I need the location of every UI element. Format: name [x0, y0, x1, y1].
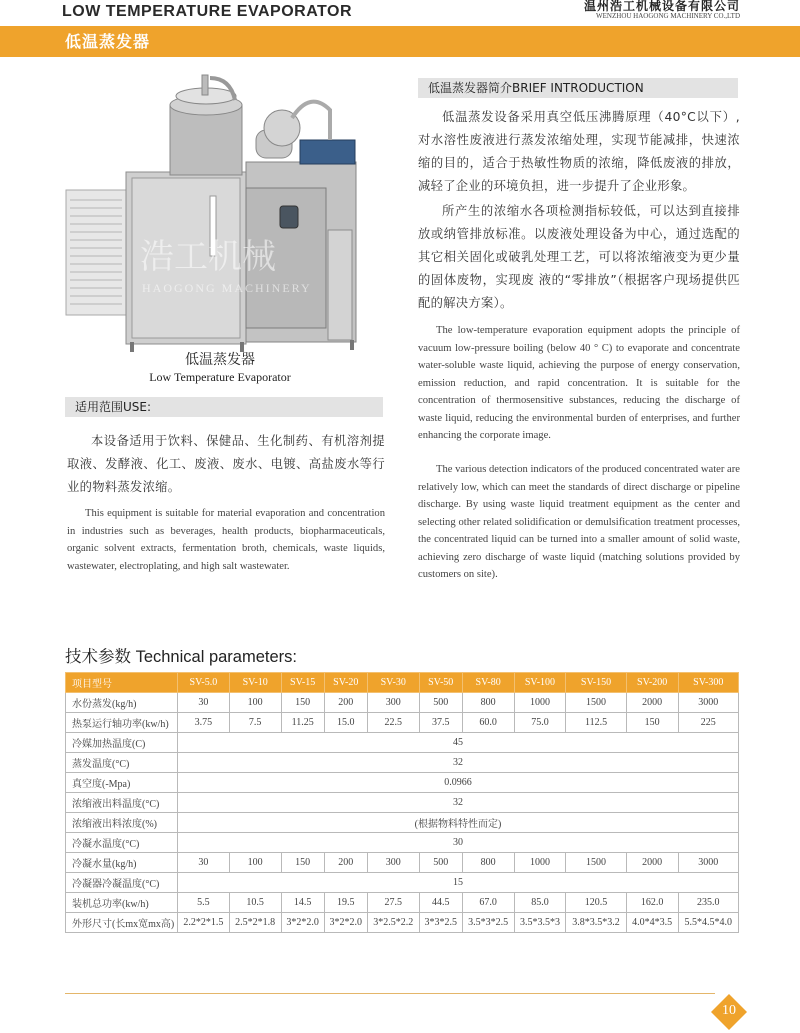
- table-header-model: SV-150: [566, 673, 626, 693]
- table-cell: 500: [419, 693, 462, 713]
- table-cell: 1500: [566, 693, 626, 713]
- watermark-en: HAOGONG MACHINERY: [142, 281, 312, 295]
- page-header: [0, 0, 800, 26]
- table-cell: 500: [419, 853, 462, 873]
- table-cell: 162.0: [626, 893, 678, 913]
- table-row: [66, 793, 739, 813]
- page-number: 10: [722, 1003, 736, 1018]
- watermark-cn: 浩工机械: [140, 237, 276, 277]
- table-cell: 1000: [514, 853, 566, 873]
- table-cell: 7.5: [229, 713, 281, 733]
- table-cell: 11.25: [281, 713, 324, 733]
- table-cell: 85.0: [514, 893, 566, 913]
- product-caption-en: Low Temperature Evaporator: [149, 370, 291, 384]
- table-cell: 1000: [514, 693, 566, 713]
- company-name-en: WENZHOU HAOGONG MACHINERY CO.,LTD: [596, 12, 740, 20]
- table-cell: 44.5: [419, 893, 462, 913]
- table-row-label: 冷媒加热温度(C): [66, 733, 178, 753]
- table-row: [66, 893, 739, 913]
- table-row: [66, 773, 739, 793]
- table-cell: 100: [229, 693, 281, 713]
- table-cell: 3.5*3*2.5: [462, 913, 514, 933]
- table-cell: 800: [462, 693, 514, 713]
- table-row-label: 浓缩液出料温度(°C): [66, 793, 178, 813]
- intro-text-en-1: The low-temperature evaporation equipment adopts the principle of vacuum low-pressure boiling (below 40 ° C) to evaporate and concentrate water-soluble waste liquid, achieving the purpose of energy conservation, emission reduction, and rapid concentration. It is suitable for the concentration of thermosensitive substances, reducing the discharge of waste liquid, reducing the environmental burden of enterprises, and further enhancing the corporate image.: [418, 325, 740, 441]
- table-cell: 1500: [566, 853, 626, 873]
- table-cell: 67.0: [462, 893, 514, 913]
- table-cell: 150: [281, 853, 324, 873]
- table-cell-merged: 32: [178, 753, 739, 773]
- table-row-label: 外形尺寸(长mx宽mx高): [66, 913, 178, 933]
- table-cell: 800: [462, 853, 514, 873]
- table-row: [66, 873, 739, 893]
- table-cell: 225: [678, 713, 738, 733]
- intro-text-en-2: The various detection indicators of the produced concentrated water are relatively low, which can meet the standards of direct discharge or pipeline discharge. By using waste liquid treatment equipment as the center and selecting other related solidification or demulsification treatment processes, the concentrated liquid can be turned into a smaller amount of solid waste, achieving zero discharge of waste liquid (matching solutions provided by customers on site).: [418, 464, 740, 580]
- intro-text-cn-1: 低温蒸发设备采用真空低压沸腾原理（40°C以下）,对水溶性废液进行蒸发浓缩处理，实现节能减排，快速浓缩的目的，适合于热敏性物质的浓缩，降低废液的排放，减轻了企业的环境负担，进一步提升了企业形象。: [418, 110, 740, 193]
- table-cell: 3.75: [178, 713, 230, 733]
- table-cell: 3*2.5*2.2: [367, 913, 419, 933]
- table-cell: 14.5: [281, 893, 324, 913]
- table-cell-merged: 30: [178, 833, 739, 853]
- table-cell: 3000: [678, 693, 738, 713]
- table-row: [66, 853, 739, 873]
- table-cell: 5.5: [178, 893, 230, 913]
- table-cell: 150: [281, 693, 324, 713]
- table-cell-merged: 45: [178, 733, 739, 753]
- header-title: LOW TEMPERATURE EVAPORATOR: [62, 3, 353, 20]
- table-row-label: 冷凝器冷凝温度(°C): [66, 873, 178, 893]
- table-header-model: SV-200: [626, 673, 678, 693]
- company-logo-text: [584, 0, 740, 20]
- table-row-label: 浓缩液出料浓度(%): [66, 813, 178, 833]
- table-cell: 19.5: [324, 893, 367, 913]
- table-header-model: SV-100: [514, 673, 566, 693]
- table-cell: 60.0: [462, 713, 514, 733]
- table-row: [66, 753, 739, 773]
- table-row-label: 冷凝水温度(°C): [66, 833, 178, 853]
- intro-text-cn-2: 所产生的浓缩水各项检测指标较低，可以达到直接排放或纳管排放标准。以废液处理设备为中心，通过选配的其它相关固化或破乳处理工艺，可以将浓缩液变为更少量的固体废物，实现废 液的“零排放”（根据客户现场提供匹配的解决方案）。: [418, 204, 740, 310]
- table-cell: 2000: [626, 853, 678, 873]
- table-cell: 3.8*3.5*3.2: [566, 913, 626, 933]
- table-row: [66, 693, 739, 713]
- use-text-en: This equipment is suitable for material evaporation and concentration in industries such as beverages, health products, biopharmaceuticals, organic solvent extracts, fermentation broth, chemicals, waste liquids, wastewater, electroplating, and high salt wastewater.: [67, 508, 385, 572]
- table-cell: 2000: [626, 693, 678, 713]
- table-cell: 112.5: [566, 713, 626, 733]
- table-cell: 5.5*4.5*4.0: [678, 913, 738, 933]
- table-cell: 15.0: [324, 713, 367, 733]
- table-row-label: 装机总功率(kw/h): [66, 893, 178, 913]
- use-text-cn: 本设备适用于饮料、保健品、生化制药、有机溶剂提取液、发酵液、化工、废液、废水、电镀、高盐废水等行业的物料蒸发浓缩。: [67, 434, 385, 494]
- table-header-row: [66, 673, 739, 693]
- table-cell: 22.5: [367, 713, 419, 733]
- table-header-model: SV-15: [281, 673, 324, 693]
- table-header-label: 项目型号: [66, 673, 178, 693]
- table-row-label: 蒸发温度(°C): [66, 753, 178, 773]
- table-row: [66, 713, 739, 733]
- table-header-model: SV-300: [678, 673, 738, 693]
- table-cell: 3*3*2.5: [419, 913, 462, 933]
- table-cell: 200: [324, 693, 367, 713]
- table-row: [66, 813, 739, 833]
- table-header-model: SV-10: [229, 673, 281, 693]
- table-cell: 27.5: [367, 893, 419, 913]
- table-cell-merged: 0.0966: [178, 773, 739, 793]
- table-cell: 2.2*2*1.5: [178, 913, 230, 933]
- table-cell: 235.0: [678, 893, 738, 913]
- table-row: [66, 833, 739, 853]
- table-cell: 75.0: [514, 713, 566, 733]
- product-image: [60, 70, 380, 355]
- table-row-label: 热泵运行轴功率(kw/h): [66, 713, 178, 733]
- table-cell: 100: [229, 853, 281, 873]
- table-cell: 30: [178, 853, 230, 873]
- table-cell: 3*2*2.0: [281, 913, 324, 933]
- table-cell: 37.5: [419, 713, 462, 733]
- table-row-label: 冷凝水量(kg/h): [66, 853, 178, 873]
- footer-line: [65, 993, 715, 994]
- table-cell-merged: (根据物料特性而定): [178, 813, 739, 833]
- section-title-bar: [0, 26, 800, 57]
- table-cell: 4.0*4*3.5: [626, 913, 678, 933]
- table-cell: 300: [367, 853, 419, 873]
- table-header-model: SV-30: [367, 673, 419, 693]
- table-cell: 2.5*2*1.8: [229, 913, 281, 933]
- table-row-label: 水份蒸发(kg/h): [66, 693, 178, 713]
- tech-title: 技术参数 Technical parameters:: [65, 648, 297, 666]
- table-cell: 300: [367, 693, 419, 713]
- table-header-model: SV-80: [462, 673, 514, 693]
- company-name-cn: 温州浩工机械设备有限公司: [583, 0, 740, 13]
- spec-table: [65, 672, 739, 933]
- intro-heading: 低温蒸发器简介BRIEF INTRODUCTION: [418, 78, 738, 98]
- use-heading: 适用范围USE:: [65, 397, 383, 417]
- table-cell: 120.5: [566, 893, 626, 913]
- table-cell: 3000: [678, 853, 738, 873]
- table-header-model: SV-5.0: [178, 673, 230, 693]
- table-header-model: SV-50: [419, 673, 462, 693]
- section-title: 低温蒸发器: [65, 32, 151, 51]
- table-cell: 150: [626, 713, 678, 733]
- table-cell-merged: 15: [178, 873, 739, 893]
- table-cell: 3*2*2.0: [324, 913, 367, 933]
- table-cell: 10.5: [229, 893, 281, 913]
- table-cell: 30: [178, 693, 230, 713]
- table-cell: 3.5*3.5*3: [514, 913, 566, 933]
- table-cell-merged: 32: [178, 793, 739, 813]
- product-caption-cn: 低温蒸发器: [185, 352, 255, 368]
- table-header-model: SV-20: [324, 673, 367, 693]
- table-row: [66, 733, 739, 753]
- table-cell: 200: [324, 853, 367, 873]
- table-row: [66, 913, 739, 933]
- table-row-label: 真空度(-Mpa): [66, 773, 178, 793]
